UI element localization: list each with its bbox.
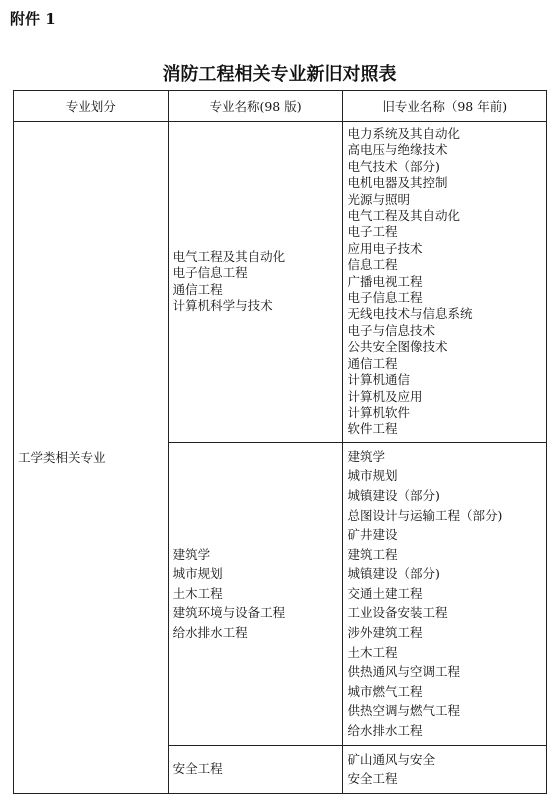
list-item: 总图设计与运输工程（部分): [347, 507, 503, 523]
list-item: 土木工程: [347, 644, 398, 660]
list-item: 计算机通信: [347, 372, 410, 388]
major-comparison-table: [13, 90, 547, 794]
list-item: 电气工程及其自动化: [172, 249, 286, 265]
list-item: 城镇建设（部分): [347, 566, 440, 582]
old-majors-cell: [343, 122, 547, 443]
category-cell: 工学类相关专业: [14, 122, 169, 794]
list-item: 电子信息工程: [172, 265, 248, 281]
list-item: 电气工程及其自动化: [347, 208, 460, 224]
list-item: 安全工程: [172, 761, 223, 777]
list-item: 城镇建设（部分): [347, 487, 440, 503]
list-item: 交通土建工程: [347, 585, 423, 601]
table-row: [14, 122, 547, 443]
list-item: 通信工程: [172, 281, 223, 297]
list-item: 土木工程: [172, 585, 223, 601]
list-item: 软件工程: [347, 421, 398, 437]
list-item: 高电压与绝缘技术: [347, 142, 448, 158]
list-item: 建筑学: [172, 546, 211, 562]
list-item: 计算机软件: [347, 404, 410, 420]
list-item: 通信工程: [347, 355, 398, 371]
header-old-major: 旧专业名称（98 年前): [343, 91, 547, 122]
list-item: 矿井建设: [347, 527, 398, 543]
list-item: 城市规划: [347, 468, 398, 484]
list-item: 给水排水工程: [172, 625, 248, 641]
list-item: 计算机科学与技术: [172, 298, 273, 314]
new-majors-cell: [168, 442, 343, 745]
list-item: 城市燃气工程: [347, 683, 423, 699]
list-item: 给水排水工程: [347, 723, 423, 739]
list-item: 城市规划: [172, 566, 223, 582]
list-item: 建筑环境与设备工程: [172, 605, 286, 621]
list-item: 电子工程: [347, 224, 398, 240]
list-item: 信息工程: [347, 257, 398, 273]
header-category: 专业划分: [14, 91, 169, 122]
list-item: 电力系统及其自动化: [347, 126, 460, 141]
old-majors-cell: [343, 442, 547, 745]
page-title: 消防工程相关专业新旧对照表: [162, 64, 397, 85]
list-item: 电机电器及其控制: [347, 175, 448, 191]
attachment-label: 附件 1: [10, 10, 56, 28]
list-item: 供热通风与空调工程: [347, 664, 460, 680]
list-item: 光源与照明: [347, 191, 410, 207]
list-item: 公共安全图像技术: [347, 339, 448, 355]
list-item: 安全工程: [347, 771, 398, 787]
old-majors-cell: [343, 745, 547, 793]
list-item: 电气技术（部分): [347, 158, 440, 174]
new-majors-cell: [168, 122, 343, 443]
list-item: 建筑工程: [347, 546, 398, 562]
table-header-row: [14, 91, 547, 122]
list-item: 广播电视工程: [347, 273, 423, 289]
list-item: 矿山通风与安全: [347, 751, 435, 767]
list-item: 应用电子技术: [347, 240, 423, 256]
list-item: 供热空调与燃气工程: [347, 703, 460, 719]
list-item: 计算机及应用: [347, 388, 423, 404]
list-item: 电子与信息技术: [347, 322, 435, 338]
list-item: 无线电技术与信息系统: [347, 306, 473, 322]
header-new-major: 专业名称(98 版): [168, 91, 343, 122]
list-item: 工业设备安装工程: [347, 605, 448, 621]
list-item: 电子信息工程: [347, 290, 423, 306]
list-item: 建筑学: [347, 448, 385, 464]
new-majors-cell: [168, 745, 343, 793]
list-item: 涉外建筑工程: [347, 625, 423, 641]
